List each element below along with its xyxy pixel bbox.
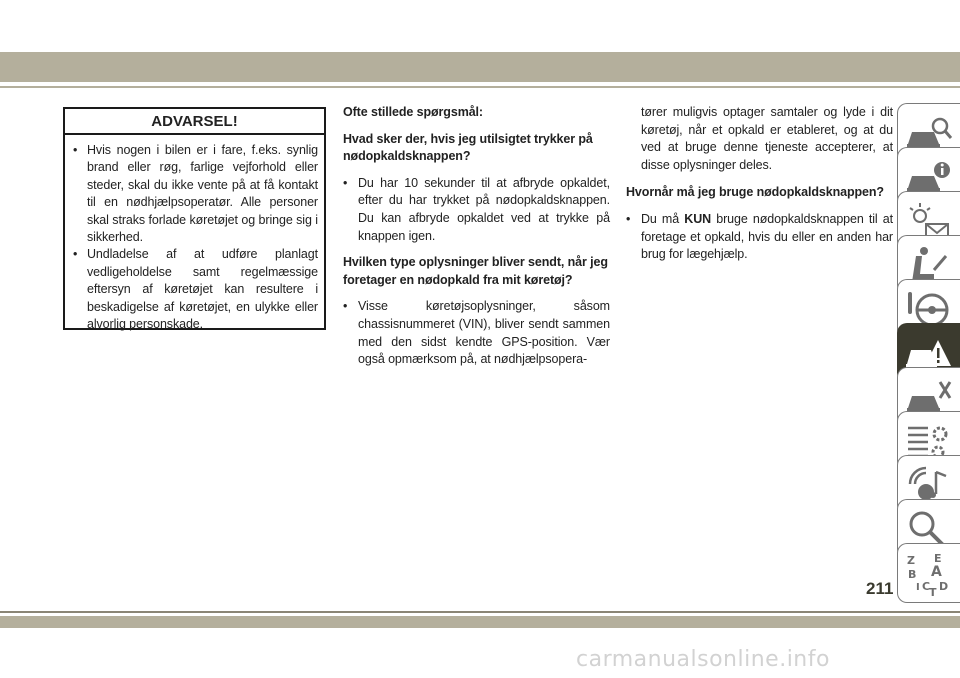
index-letter: A — [931, 564, 942, 580]
index-letter: D — [939, 580, 949, 593]
faq-question: Hvilken type oplysninger bliver sendt, når jeg foretager en nødopkald fra mit køretøj? — [343, 255, 608, 287]
index-letter: I — [916, 582, 920, 593]
top-header-band — [0, 52, 960, 82]
faq-answer: • Visse køretøjsoplysninger, såsom chassisnummeret (VIN), bliver sendt sammen med den sidst kendte GPS-position. Vær også opmærksom på, at nødhjælpsopera- — [343, 299, 610, 367]
bullet: • — [73, 143, 78, 157]
text-column-right — [626, 104, 893, 273]
faq-answer-list — [626, 211, 893, 264]
tab-index[interactable] — [897, 543, 960, 603]
index-letters-icon — [904, 550, 954, 598]
index-letter: E — [934, 552, 942, 565]
faq-question: Hvad sker der, hvis jeg utilsigtet trykker på nødopkaldsknappen? — [343, 131, 593, 164]
footer-rule — [0, 611, 960, 613]
faq-heading: Ofte stillede spørgsmål: — [343, 105, 483, 119]
faq-answer: • Du må KUN bruge nødopkaldsknappen til at foretage et opkald, hvis du eller en anden har brug for lægehjælp. — [626, 211, 893, 262]
watermark: carmanualsonline.info — [576, 647, 830, 672]
header-rule — [0, 86, 960, 88]
bullet: • — [343, 175, 348, 190]
faq-answer-continued: tører muligvis optager samtaler og lyde i dit køretøj, når et opkald er etableret, og at du ved at bruge denne tjeneste accepterer, at disse oplysninger deles. — [641, 105, 893, 172]
index-letter: B — [908, 568, 917, 581]
faq-question: Hvornår må jeg bruge nødopkaldsknappen? — [626, 185, 884, 200]
index-letter: T — [929, 586, 937, 598]
faq-answer-list — [343, 298, 610, 368]
index-letter: Z — [907, 554, 915, 567]
faq-answer-list — [343, 175, 610, 245]
warning-box — [63, 107, 326, 330]
warning-item: • Undladelse af at udføre planlagt vedligeholdelse samt regelmæssige eftersyn af køretøjet kan resultere i beskadigelse af køretøjet, en ulykke eller alvorlig personskade. — [73, 247, 318, 332]
warning-list — [65, 135, 324, 333]
warning-title: ADVARSEL! — [65, 109, 324, 135]
bottom-footer-band — [0, 616, 960, 628]
bullet: • — [73, 247, 78, 262]
page-number: 211 — [866, 579, 894, 598]
bullet: • — [626, 211, 631, 226]
bullet: • — [343, 299, 348, 314]
text-column-middle — [343, 104, 610, 378]
emphasis: KUN — [684, 211, 712, 226]
index-letter: C — [922, 580, 931, 593]
faq-answer: • Du har 10 sekunder til at afbryde opkaldet, efter du har trykket på nødopkaldsknappen. Du kan afbryde opkaldet ved at trykke på knappen igen. — [343, 175, 610, 243]
warning-item: • Hvis nogen i bilen er i fare, f.eks. synlig brand eller røg, farlige vejforhold eller steder, skal du ikke vente på at få kontakt til en nødhjælpsoperatør. Alle personer skal straks forlade køretøjet og bringe sig i sikkerhed. — [73, 143, 318, 245]
